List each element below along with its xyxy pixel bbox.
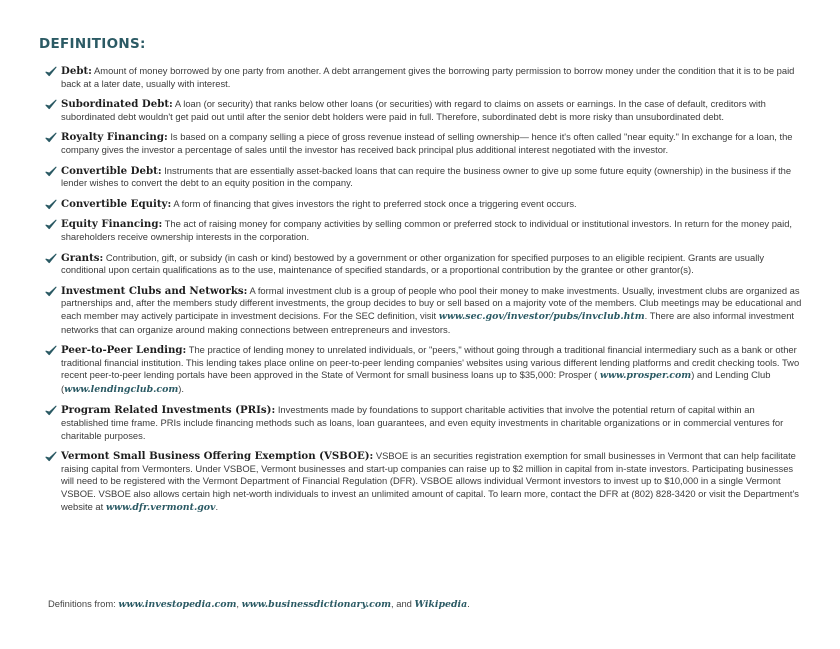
source-link-wikipedia[interactable]: Wikipedia: [414, 599, 468, 610]
definition-item: [38, 252, 802, 277]
definition-term: Convertible Equity:: [61, 197, 172, 210]
sources-separator-2: , and: [391, 598, 412, 609]
definition-link-2[interactable]: www.lendingclub.com: [64, 383, 179, 395]
definition-item: [38, 198, 802, 211]
checkmark-icon: [45, 166, 57, 177]
definition-item: [38, 65, 802, 90]
checkmark-icon: [45, 219, 57, 230]
definition-text: Amount of money borrowed by one party from another. A debt arrangement gives the borrowing party permission to borrow money under the condition that it is to be paid back at a later date, usually with interest.: [61, 65, 795, 89]
sources-suffix: .: [467, 598, 470, 609]
sources-separator-1: ,: [236, 598, 239, 609]
definition-text-after: . There are also informal investment networks that can organize around making connections between entrepreneurs and investors.: [61, 309, 795, 335]
definition-item: [38, 285, 802, 336]
definition-text: Instruments that are essentially asset-backed loans that can require the business owner to give up some future equity (ownership) in the business if the lender wishes to convert the debt to an equity position in the company.: [61, 164, 792, 189]
source-link-investopedia[interactable]: www.investopedia.com: [118, 599, 237, 610]
definition-item: [38, 450, 802, 514]
definition-term: Debt:: [61, 65, 92, 77]
definition-term: Royalty Financing:: [61, 131, 168, 144]
definition-term: Peer-to-Peer Lending:: [61, 344, 187, 357]
definition-text: Investments made by foundations to support charitable activities that involve the potential return of capital within an established time frame. PRIs include financing methods such as loans, loan guarantees, and even equity investments in charitable organizations or in commercial ventures for charitable purposes.: [61, 404, 784, 441]
definition-link[interactable]: www.prosper.com: [599, 370, 692, 382]
definition-item: [38, 344, 802, 396]
definition-item: [38, 98, 802, 123]
definition-term: Convertible Debt:: [61, 164, 162, 177]
definition-term: Program Related Investments (PRIs):: [61, 404, 276, 417]
definition-item: [38, 404, 802, 442]
definitions-heading: DEFINITIONS:: [39, 36, 146, 52]
definition-text: The act of raising money for company activities by selling common or preferred stock to individual or institutional investors. In return for the money paid, shareholders receive ownership interests in the corporation.: [61, 218, 793, 242]
checkmark-icon: [45, 199, 57, 210]
definition-term: Subordinated Debt:: [61, 98, 173, 111]
checkmark-icon: [45, 405, 57, 416]
definition-link[interactable]: www.dfr.vermont.gov: [105, 501, 216, 513]
definition-text-after-2: ).: [178, 382, 185, 394]
definition-link[interactable]: www.sec.gov/investor/pubs/invclub.htm: [438, 310, 645, 322]
definition-item: [38, 218, 802, 243]
definition-text: The practice of lending money to unrelated individuals, or "peers," without going through a traditional financial intermediary such as a bank or other traditional financial institution. This lending takes place online on peer-to-peer lending companies' websites using various different lending platforms and credit checking tools. Two recent peer-to-peer lending portals have been approved in the State of Vermont for small business loans up to $35,000: Prosper (: [61, 344, 800, 381]
definition-item: [38, 165, 802, 190]
definition-text: A form of financing that gives investors the right to preferred stock once a triggering event occurs.: [173, 197, 577, 209]
checkmark-icon: [45, 99, 57, 110]
definition-term: Grants:: [61, 251, 104, 264]
definition-term: Equity Financing:: [61, 218, 163, 231]
definition-text: A formal investment club is a group of people who pool their money to make investments. Usually, investment clubs are organized as partnerships and, after the members study different investments, the group decides to buy or sell based on a majority vote of the members. Club meetings may be educational and each member may actively participate in investment decisions. For the SEC definition, visit: [61, 284, 802, 321]
definition-text: Contribution, gift, or subsidy (in cash or kind) bestowed by a government or other organization for specified purposes to an eligible recipient. Grants are usually conditional upon certain qualifications as to the use, maintenance of specified standards, or a proportional contribution by the grantee or other grantor(s).: [61, 251, 765, 276]
checkmark-icon: [45, 345, 57, 356]
sources-line: [48, 598, 470, 610]
checkmark-icon: [45, 132, 57, 143]
definition-item: [38, 131, 802, 156]
sources-prefix: Definitions from:: [48, 598, 116, 609]
checkmark-icon: [45, 66, 57, 77]
checkmark-icon: [45, 286, 57, 297]
definition-text: VSBOE is an securities registration exemption for small businesses in Vermont that can help facilitate raising capital from Vermonters. Under VSBOE, Vermont businesses and start-up companies can raise up to $2 million in capital from in-state investors. Participating businesses will need to be registered with the Vermont Department of Financial Regulation (DFR). VSBOE allows individual Vermont investors to invest up to $10,000 in a single Vermont VSBOE. VSBOE also allows certain high net-worth individuals to invest an unlimited amount of capital. To learn more, contact the DFR at (802) 828-3420 or visit the Department's website at: [61, 450, 799, 512]
checkmark-icon: [45, 253, 57, 264]
definition-text-after: ) and Lending Club (: [61, 369, 771, 394]
source-link-businessdictionary[interactable]: www.businessdictionary.com: [241, 599, 392, 610]
definition-term: Vermont Small Business Offering Exemption (VSBOE):: [61, 450, 374, 463]
definition-text: Is based on a company selling a piece of gross revenue instead of selling ownership— hence it's often called "near equity." In exchange for a loan, the company gives the investor a percentage of sales until the investor has received back principal plus additional interest negotiated with the investor.: [61, 131, 793, 155]
definition-text-after: .: [215, 500, 219, 512]
checkmark-icon: [45, 451, 57, 462]
definition-text: A loan (or security) that ranks below other loans (or securities) with regard to claims on assets or earnings. In the case of default, creditors with subordinated debt wouldn't get paid out until after the senior debt holders were paid in full. Therefore, subordinated debt is more risky than unsubordinated debt.: [61, 98, 766, 122]
definition-term: Investment Clubs and Networks:: [61, 284, 248, 297]
definitions-list: [38, 65, 802, 514]
